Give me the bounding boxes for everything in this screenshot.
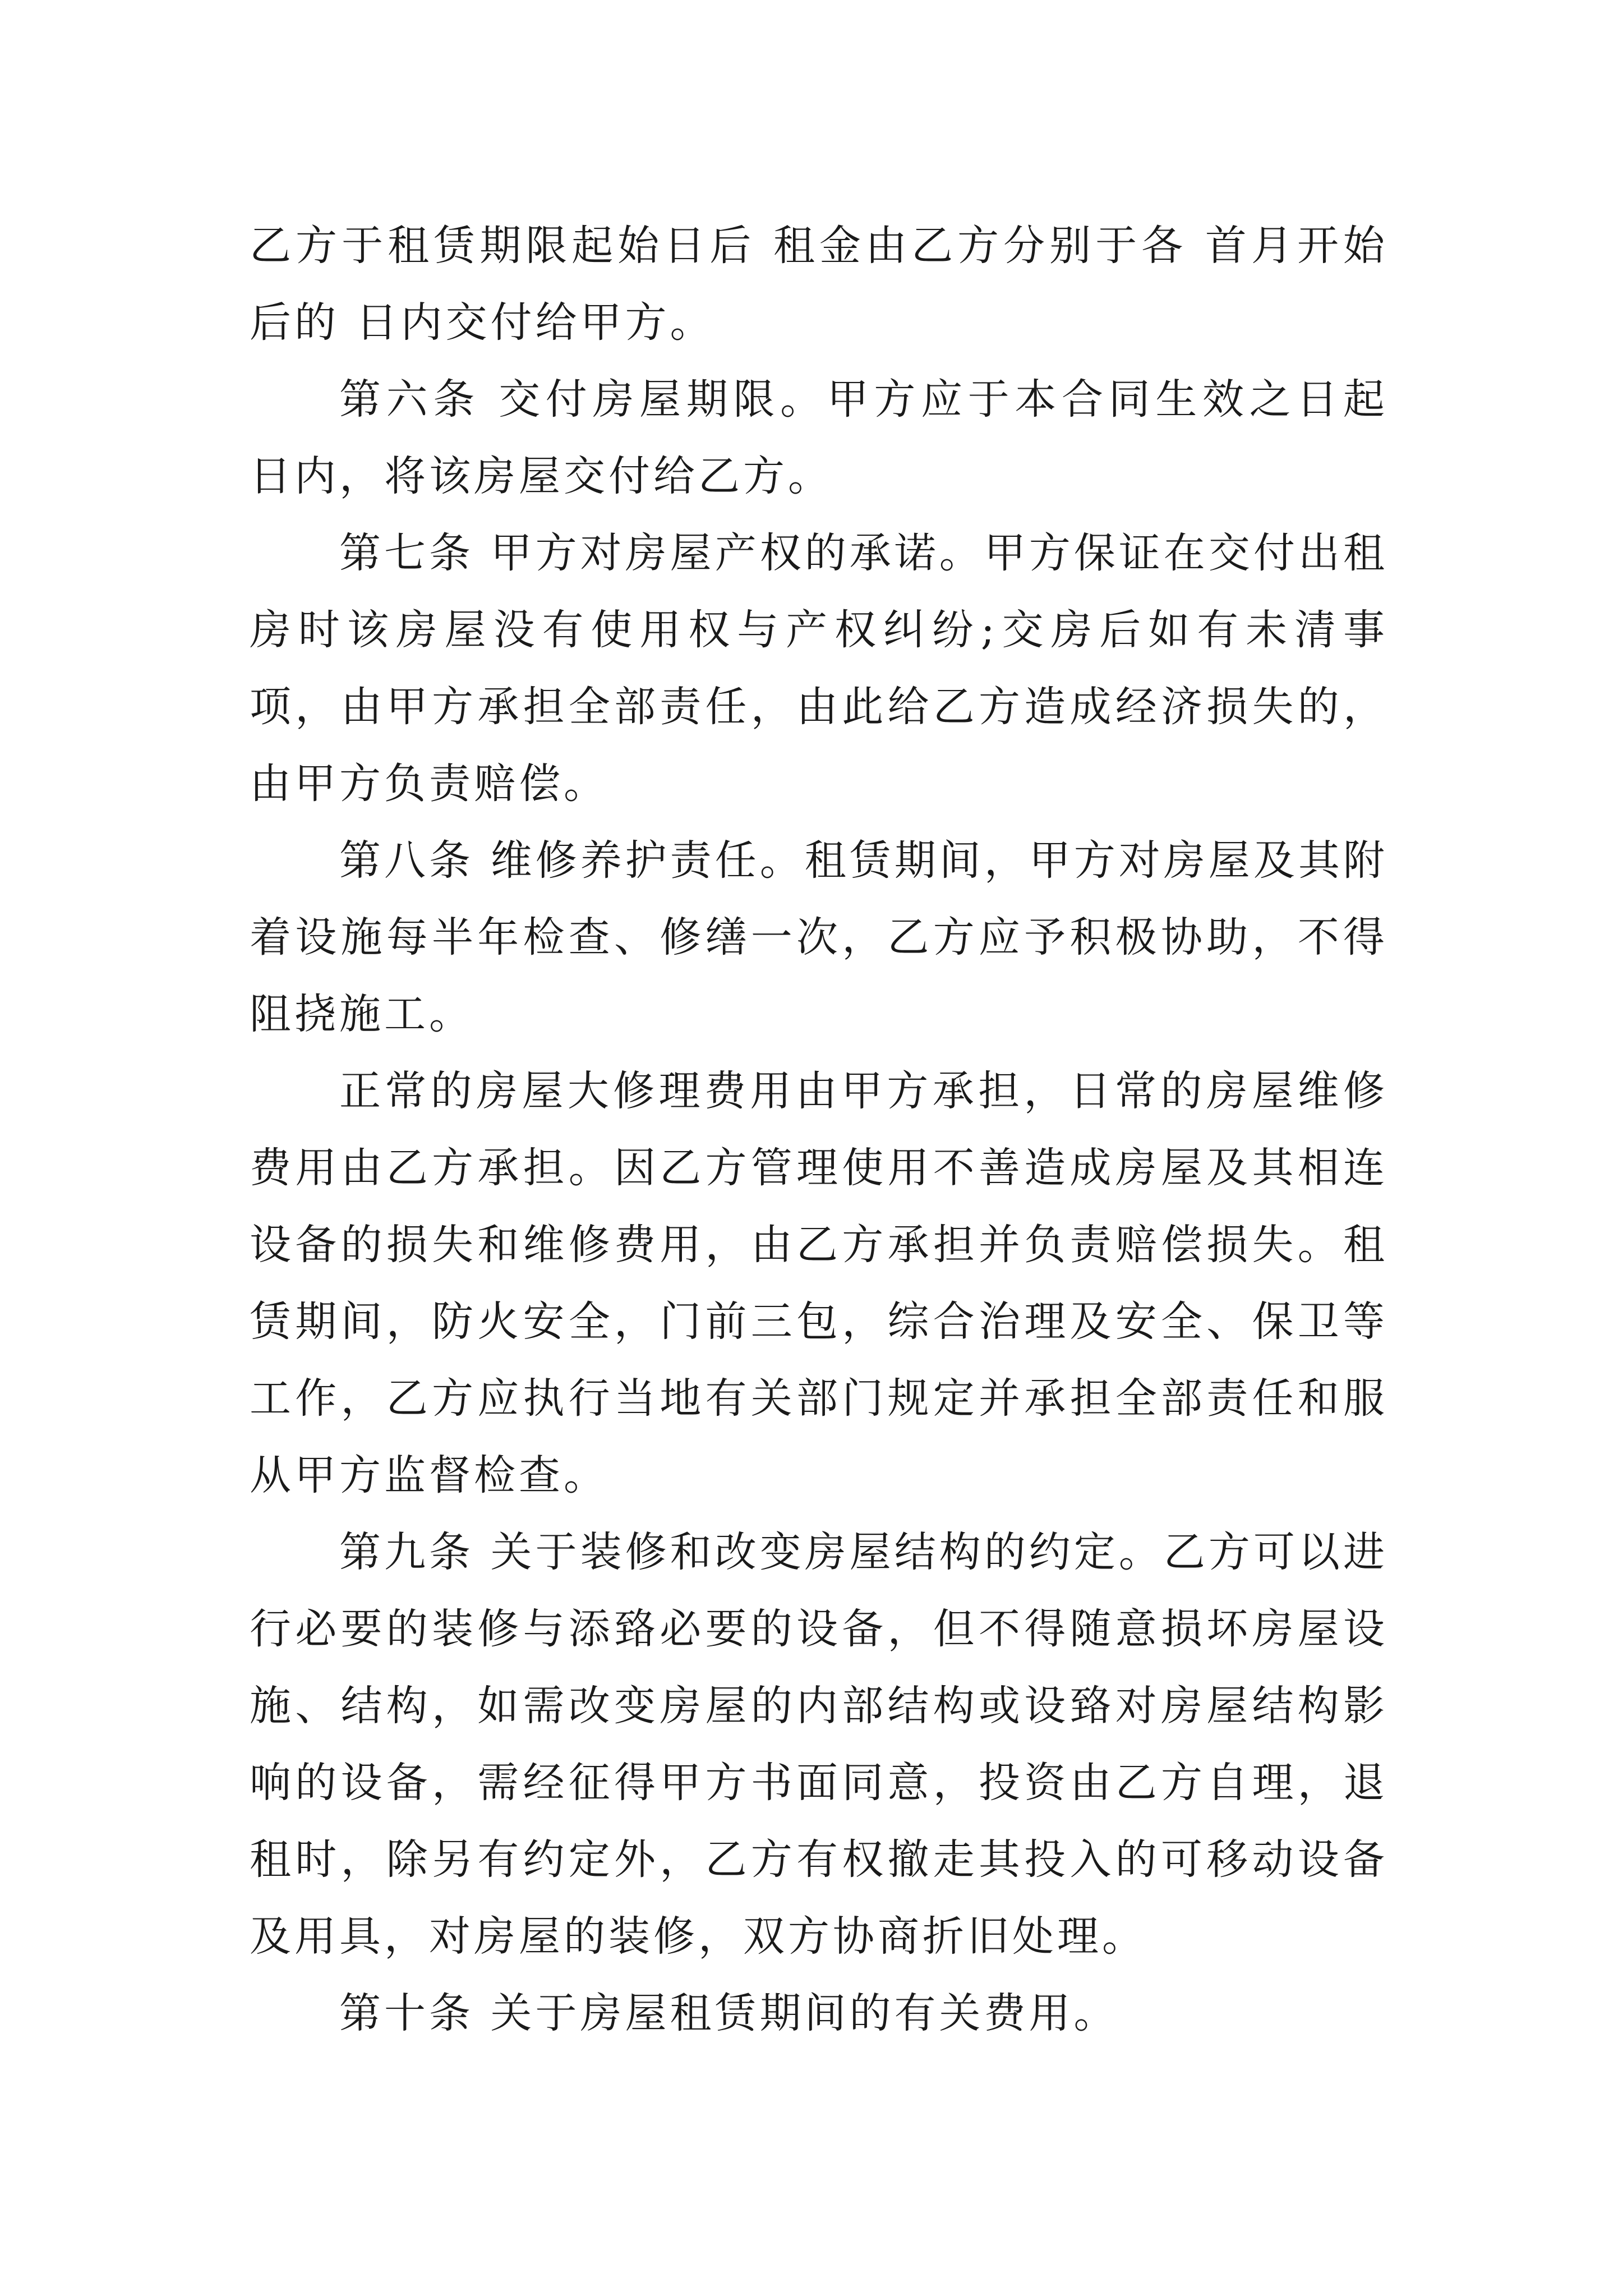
paragraph-article-7: 第七条 甲方对房屋产权的承诺。甲方保证在交付出租房时该房屋没有使用权与产权纠纷;交房后如有未清事项，由甲方承担全部责任，由此给乙方造成经济损失的，由甲方负责赔偿。 bbox=[250, 529, 1388, 808]
document-body bbox=[250, 208, 1388, 2052]
paragraph-rent-payment: 乙方于租赁期限起始日后 租金由乙方分别于各 首月开始后的 日内交付给甲方。 bbox=[250, 222, 1388, 347]
paragraph-article-6: 第六条 交付房屋期限。甲方应于本合同生效之日起 日内，将该房屋交付给乙方。 bbox=[250, 375, 1388, 500]
paragraph-article-10: 第十条 关于房屋租赁期间的有关费用。 bbox=[339, 1989, 1119, 2037]
paragraph-article-9: 第九条 关于装修和改变房屋结构的约定。乙方可以进行必要的装修与添臵必要的设备，但不得随意损坏房屋设施、结构，如需改变房屋的内部结构或设臵对房屋结构影响的设备，需经征得甲方书面同意，投资由乙方自理，退租时，除另有约定外，乙方有权撤走其投入的可移动设备及用具，对房屋的装修，双方协商折旧处理。 bbox=[250, 1528, 1388, 1961]
paragraph-repair-costs: 正常的房屋大修理费用由甲方承担，日常的房屋维修费用由乙方承担。因乙方管理使用不善造成房屋及其相连设备的损失和维修费用，由乙方承担并负责赔偿损失。租赁期间，防火安全，门前三包，综合治理及安全、保卫等工作，乙方应执行当地有关部门规定并承担全部责任和服从甲方监督检查。 bbox=[250, 1067, 1388, 1499]
paragraph-article-8: 第八条 维修养护责任。租赁期间，甲方对房屋及其附着设施每半年检查、修缮一次，乙方应予积极协助，不得阻挠施工。 bbox=[250, 836, 1388, 1038]
